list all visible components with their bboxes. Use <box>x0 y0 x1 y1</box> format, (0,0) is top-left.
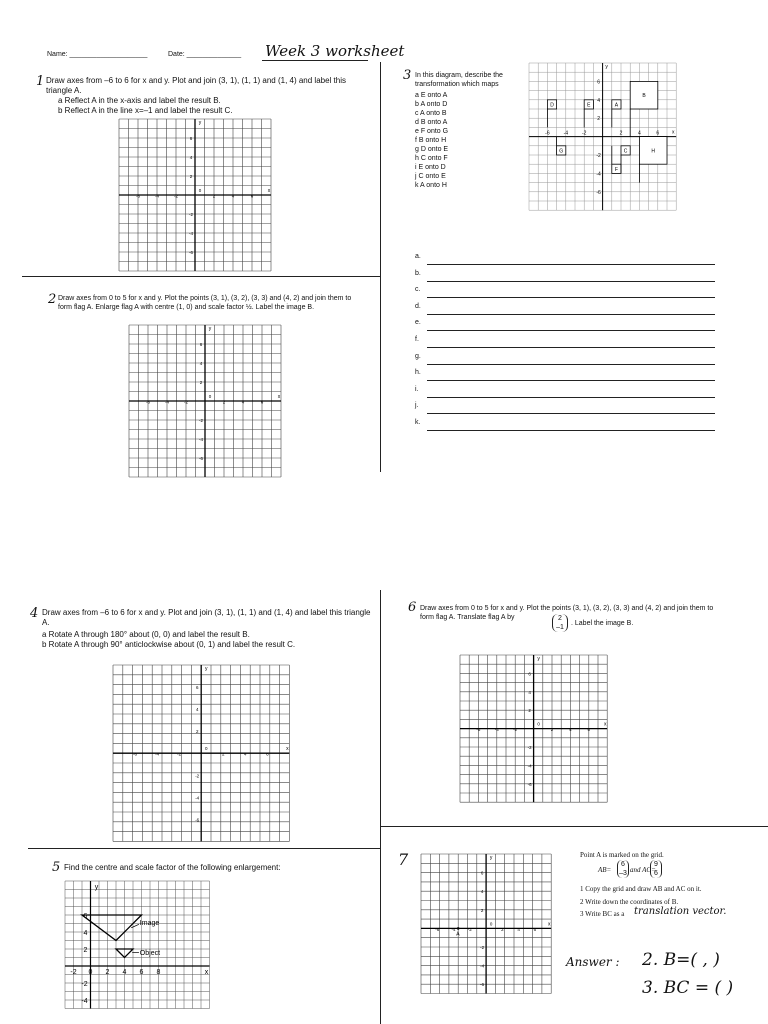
x-tick-label: -6 <box>145 399 151 405</box>
q7-ab-top: 6 <box>621 861 625 868</box>
x-tick-label: 6 <box>656 130 660 137</box>
divider-bottom-vertical <box>380 590 381 1024</box>
x-tick-label: -4 <box>494 727 499 733</box>
x-tick-label: 6 <box>587 727 591 733</box>
q3-shape-label: H <box>651 148 656 155</box>
x-axis-label: x <box>277 394 281 400</box>
q7-grid[interactable] <box>420 853 552 1000</box>
answer-underline <box>427 430 715 431</box>
q3-shape-label: C <box>623 148 628 155</box>
answer-underline <box>427 413 715 414</box>
x-tick-label: -6 <box>435 926 440 932</box>
origin-label: 0 <box>198 188 202 193</box>
x-tick-label: -4 <box>155 751 160 757</box>
x-tick-label: 4 <box>517 926 520 932</box>
x-tick-label: 2 <box>212 193 216 199</box>
y-tick-label: -4 <box>195 795 200 801</box>
x-tick-label: -2 <box>467 926 472 932</box>
x-tick-label: 6 <box>533 926 537 932</box>
x-tick-label: 2 <box>619 130 623 137</box>
answer-underline <box>427 397 715 398</box>
q7-answer-label: Answer : <box>566 955 620 969</box>
x-axis-label: x <box>547 921 551 928</box>
x-tick-label: -4 <box>154 193 160 199</box>
x-tick-label: -2 <box>70 969 77 976</box>
q7-ac-vector <box>650 860 662 878</box>
q3-item: k A onto H <box>415 182 447 189</box>
q3-answer-line[interactable] <box>415 402 715 416</box>
origin-label: 0 <box>537 721 540 727</box>
y-tick-label: -2 <box>596 153 601 159</box>
y-tick-label: 6 <box>597 79 600 86</box>
worksheet-title: Week 3 worksheet <box>265 42 405 60</box>
y-tick-label: 4 <box>528 689 531 695</box>
q3-shape-label: E <box>587 102 591 109</box>
q3-diagram <box>528 62 677 216</box>
q7-step3: 3 Write BC as a <box>580 910 625 918</box>
x-tick-label: -4 <box>451 926 456 932</box>
x-tick-label: 6 <box>250 193 254 199</box>
x-tick-label: -6 <box>545 130 550 137</box>
y-tick-label: 6 <box>83 913 88 920</box>
y-tick-label: -2 <box>188 212 194 217</box>
x-tick-label: 0 <box>88 969 93 976</box>
y-tick-label: -4 <box>188 231 194 236</box>
y-tick-label: -4 <box>480 963 485 969</box>
q3-items <box>415 91 448 190</box>
q3-answer-line[interactable] <box>415 270 715 284</box>
q7-ac-label: and AC= <box>630 866 656 874</box>
q1-part-b: b Reflect A in the line x=–1 and label the result C. <box>58 106 233 115</box>
y-tick-label: 6 <box>189 136 193 141</box>
q7-ac-bottom: 6 <box>654 870 658 877</box>
x-tick-label: -6 <box>135 193 141 199</box>
y-tick-label: 6 <box>199 342 203 347</box>
q3-shape-label: D <box>550 102 554 109</box>
answer-underline <box>427 281 715 282</box>
q2-grid[interactable] <box>128 324 282 483</box>
q3-answer-label: c. <box>415 286 421 294</box>
answer-underline <box>427 264 715 265</box>
answer-underline <box>427 364 715 365</box>
x-axis-label: x <box>267 188 271 194</box>
x-tick-label: -2 <box>183 399 189 405</box>
x-tick-label: 4 <box>122 969 127 976</box>
q7-step1: 1 Copy the grid and draw AB and AC on it. <box>580 885 702 893</box>
y-tick-label: -6 <box>198 456 204 461</box>
x-tick-label: 4 <box>638 130 641 137</box>
y-tick-label: 6 <box>195 685 199 691</box>
x-axis-label: x <box>286 746 289 753</box>
answer-underline <box>427 330 715 331</box>
q3-answer-line[interactable] <box>415 353 715 367</box>
y-tick-label: -2 <box>480 945 485 950</box>
q3-answer-label: a. <box>415 253 421 260</box>
y-axis-label: y <box>537 656 540 662</box>
y-tick-label: 6 <box>480 870 484 876</box>
q3-answer-line[interactable] <box>415 369 715 383</box>
q3-answer-label: j. <box>415 402 419 410</box>
point-a <box>457 927 460 930</box>
x-tick-label: 8 <box>156 969 161 976</box>
q5-number: 5 <box>52 860 61 875</box>
q3-item: e F onto G <box>415 128 449 135</box>
y-tick-label: 4 <box>480 889 484 895</box>
q3-answer-label: h. <box>415 369 421 377</box>
x-tick-label: 6 <box>139 969 144 976</box>
y-axis-label: y <box>605 64 608 70</box>
x-tick-label: 2 <box>550 727 554 733</box>
x-tick-label: 2 <box>221 751 225 757</box>
y-tick-label: 2 <box>528 708 531 714</box>
q3-number: 3 <box>403 68 412 83</box>
q6-vector-top: 2 <box>558 615 562 622</box>
q6-text-after: . Label the image B. <box>571 620 634 627</box>
q5-text: Find the centre and scale factor of the following enlargement: <box>64 863 281 872</box>
date-field[interactable]: Date: ______________ <box>168 51 242 58</box>
q3-shape-label: A <box>614 102 619 109</box>
x-tick-label: 2 <box>222 399 226 405</box>
x-tick-label: 6 <box>260 399 264 405</box>
q3-item: c A onto B <box>415 110 447 117</box>
q6-text: Draw axes from 0 to 5 for x and y. Plot the points (3, 1), (3, 2), (3, 3) and (4, 2) and join them to form flag A. Translate flag A by <box>420 605 714 621</box>
q3-answer-line[interactable] <box>415 419 715 433</box>
q3-answer-line[interactable] <box>415 336 715 350</box>
q7-ab-bottom: –3 <box>619 870 627 877</box>
q2-number: 2 <box>48 292 57 307</box>
y-tick-label: -6 <box>596 189 601 196</box>
q3-item: f B onto H <box>415 137 447 144</box>
q7-ab-label: AB= <box>598 866 612 874</box>
y-tick-label: -2 <box>527 745 532 750</box>
y-tick-label: -6 <box>480 982 485 988</box>
x-axis-label: x <box>603 721 607 728</box>
q3-answer-line[interactable] <box>415 303 715 317</box>
x-tick-label: -4 <box>164 399 170 405</box>
y-tick-label: 4 <box>83 930 88 937</box>
y-tick-label: 2 <box>189 174 193 179</box>
x-tick-label: -6 <box>476 727 481 733</box>
x-tick-label: -2 <box>177 751 182 757</box>
x-tick-label: 6 <box>266 751 269 757</box>
q3-answer-line[interactable] <box>415 319 715 333</box>
q2-text: Draw axes from 0 to 5 for x and y. Plot the points (3, 1), (3, 2), (3, 3) and (4, 2) and join them to form flag A. Enlarge flag A with centre (1, 0) and scale factor ½. Label the image B. <box>58 295 352 311</box>
q6-vector-bottom: –1 <box>556 624 564 631</box>
x-tick-label: 4 <box>231 193 235 199</box>
y-axis-label: y <box>489 855 493 861</box>
q7-answer-3: 3. BC = ( ) <box>642 978 734 998</box>
y-tick-label: 2 <box>480 907 484 913</box>
y-tick-label: 4 <box>189 155 193 160</box>
divider-q6-q7 <box>380 826 768 827</box>
y-tick-label: -4 <box>81 998 88 1005</box>
x-tick-label: -6 <box>133 751 138 757</box>
q7-number: 7 <box>398 850 409 869</box>
origin-label: 0 <box>208 394 212 399</box>
q4-text: Draw axes from –6 to 6 for x and y. Plot and join (3, 1), (1, 1) and (1, 4) and label this triangle A. <box>42 608 371 627</box>
q5-object-label: Object <box>139 949 161 957</box>
q7-step3-handwritten: translation vector. <box>634 906 727 917</box>
q3-item: i E onto D <box>415 164 446 171</box>
q1-grid[interactable] <box>118 118 272 277</box>
y-tick-label: -6 <box>527 781 532 787</box>
q3-item: a E onto A <box>415 92 448 99</box>
y-axis-label: y <box>208 326 212 332</box>
q7-step2: 2 Write down the coordinates of B. <box>580 898 679 906</box>
y-tick-label: 2 <box>195 729 199 735</box>
q1-part-a: a Reflect A in the x-axis and label the result B. <box>58 96 221 105</box>
divider-top-vertical <box>380 62 381 472</box>
x-tick-label: 2 <box>105 969 110 976</box>
x-axis-label: x <box>671 129 675 136</box>
y-tick-label: 6 <box>528 671 531 677</box>
x-tick-label: -2 <box>173 193 179 199</box>
q3-item: g D onto E <box>415 146 449 153</box>
y-tick-label: -2 <box>198 418 204 423</box>
answer-underline <box>427 314 715 315</box>
answer-underline <box>427 297 715 298</box>
answer-underline <box>427 347 715 348</box>
q3-item: j C onto E <box>415 173 446 180</box>
y-tick-label: -2 <box>195 773 200 779</box>
q7-ac-top: 9 <box>654 861 658 868</box>
q5-diagram <box>64 880 211 1015</box>
y-axis-label: y <box>94 884 99 891</box>
q3-answer-label: k. <box>415 419 421 426</box>
name-field[interactable]: Name: ____________________ <box>47 51 148 58</box>
q3-answer-line[interactable] <box>415 386 715 400</box>
point-a-label: A <box>456 931 460 938</box>
y-axis-label: y <box>204 666 208 672</box>
x-tick-label: 4 <box>241 399 245 405</box>
q3-item: d B onto A <box>415 119 448 126</box>
x-tick-label: -2 <box>513 727 518 733</box>
title-underline <box>262 60 368 61</box>
q3-text: In this diagram, describe the transformation which maps <box>415 72 503 88</box>
x-tick-label: 4 <box>569 727 572 733</box>
x-tick-label: 4 <box>244 751 247 757</box>
x-tick-label: 2 <box>501 926 504 932</box>
y-tick-label: -2 <box>81 981 88 988</box>
q3-answer-line[interactable] <box>415 286 715 300</box>
q7-intro: Point A is marked on the grid. <box>580 851 664 859</box>
x-tick-label: -2 <box>581 130 587 137</box>
q1-text: Draw axes from –6 to 6 for x and y. Plot and join (3, 1), (1, 1) and (1, 4) and label this triangle A. <box>46 76 346 95</box>
x-tick-label: -4 <box>563 130 569 137</box>
q4-grid[interactable] <box>112 664 290 847</box>
y-tick-label: -4 <box>527 763 532 769</box>
q6-vector <box>552 614 568 632</box>
q3-answer-label: i. <box>415 385 419 393</box>
q3-item: h C onto F <box>415 155 448 162</box>
q6-number: 6 <box>408 600 417 615</box>
y-tick-label: 4 <box>597 97 600 104</box>
q3-answer-label: f. <box>415 336 419 343</box>
q3-shape-label: G <box>559 148 564 155</box>
y-tick-label: 2 <box>199 380 203 385</box>
q3-answer-line[interactable] <box>415 253 715 267</box>
q7-ab-vector <box>617 860 629 878</box>
divider-q4-q5 <box>28 848 380 849</box>
y-tick-label: 4 <box>199 361 203 366</box>
q4-part-a: a Rotate A through 180° about (0, 0) and label the result B. <box>42 630 250 639</box>
q3-item: b A onto D <box>415 101 448 108</box>
y-tick-label: -4 <box>198 437 204 442</box>
q6-grid[interactable] <box>459 654 608 808</box>
answer-underline <box>427 380 715 381</box>
q3-answer-label: e. <box>415 319 421 327</box>
q1-number: 1 <box>36 74 45 89</box>
y-tick-label: -6 <box>188 250 194 255</box>
y-tick-label: 2 <box>597 116 600 123</box>
q3-shape-label: B <box>642 93 646 100</box>
x-axis-label: x <box>204 969 209 976</box>
origin-label: 0 <box>204 746 208 752</box>
q3-answer-label: d. <box>415 302 421 310</box>
q3-answer-label: g. <box>415 352 421 360</box>
y-tick-label: -4 <box>596 171 601 178</box>
y-tick-label: 4 <box>195 707 199 713</box>
origin-label: 0 <box>489 921 493 927</box>
q4-number: 4 <box>30 606 39 621</box>
y-axis-label: y <box>198 120 202 126</box>
y-tick-label: -6 <box>195 817 200 823</box>
q5-image-label: Image <box>139 920 160 928</box>
y-tick-label: 2 <box>83 947 88 954</box>
q7-answer-2: 2. B=( , ) <box>642 950 720 970</box>
q4-part-b: b Rotate A through 90° anticlockwise about (0, 1) and label the result C. <box>42 640 296 649</box>
q3-shape-label: F <box>614 166 618 173</box>
q3-answer-label: b. <box>415 269 421 277</box>
